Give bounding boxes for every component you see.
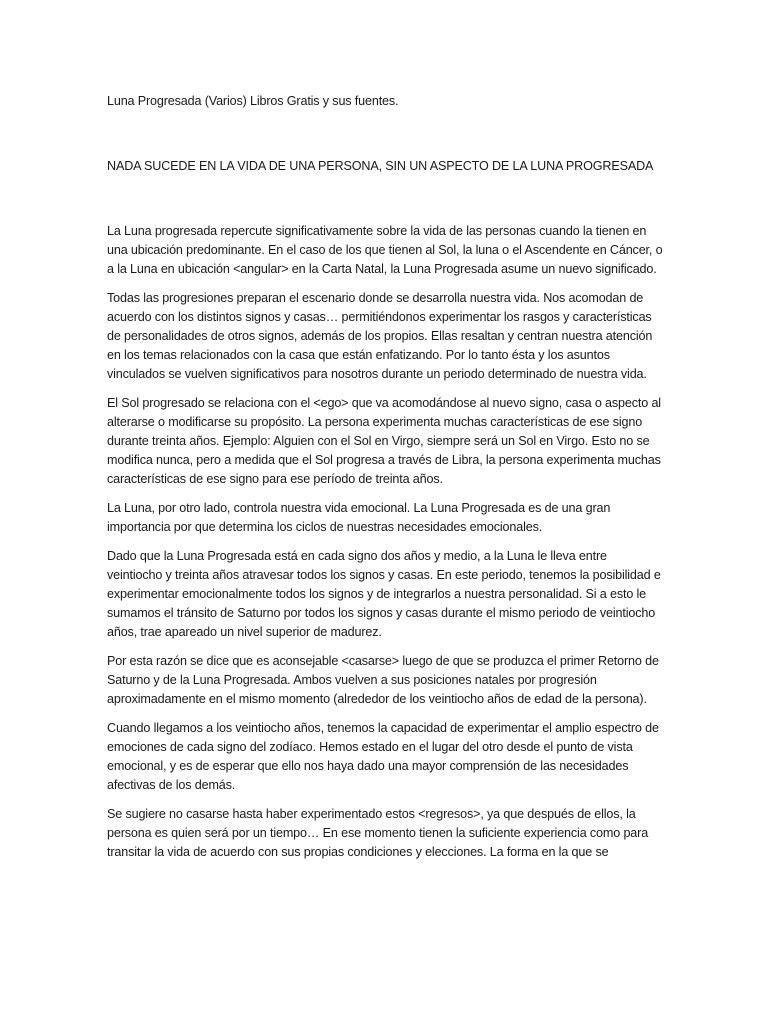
document-title: Luna Progresada (Varios) Libros Gratis y sus fuentes. (107, 94, 399, 108)
paragraph-5: Dado que la Luna Progresada está en cada signo dos años y medio, a la Luna le lleva entre veintiocho y treinta años atravesar todos los signos y casas. En este periodo, tenemos la posibilidad e experimentar emocionalmente todos los signos y de integrarlos a nuestra personalidad. Si a esto le sumamos el tránsito de Saturno por todos los signos y casas durante el mismo periodo de veintiocho años, trae apareado un nivel superior de madurez. (107, 549, 661, 639)
paragraph-2: Todas las progresiones preparan el escenario donde se desarrolla nuestra vida. Nos acomodan de acuerdo con los distintos signos y casas… permitiéndonos experimentar los rasgos y características de personalidades de otros signos, además de los propios. Ellas resaltan y centran nuestra atención en los temas relacionados con la casa que están enfatizando. Por lo tanto ésta y los asuntos vinculados se vuelven significativos para nosotros durante un periodo determinado de nuestra vida. (107, 291, 653, 381)
document-body (107, 92, 663, 862)
paragraph-1: La Luna progresada repercute significativamente sobre la vida de las personas cuando la tienen en una ubicación predominante. En el caso de los que tienen al Sol, la luna o el Ascendente en Cáncer, o a la Luna en ubicación <angular> en la Carta Natal, la Luna Progresada asume un nuevo significado. (107, 224, 663, 276)
paragraph-3: El Sol progresado se relaciona con el <ego> que va acomodándose al nuevo signo, casa o aspecto al alterarse o modificarse su propósito. La persona experimenta muchas características de ese signo durante treinta años. Ejemplo: Alguien con el Sol en Virgo, siempre será un Sol en Virgo. Esto no se modifica nunca, pero a medida que el Sol progresa a través de Libra, la persona experimenta muchas características de ese signo para ese período de treinta años. (107, 396, 661, 486)
paragraph-7: Cuando llegamos a los veintiocho años, tenemos la capacidad de experimentar el amplio espectro de emociones de cada signo del zodíaco. Hemos estado en el lugar del otro desde el punto de vista emocional, y es de esperar que ello nos haya dado una mayor comprensión de las necesidades afectivas de los demás. (107, 721, 659, 792)
paragraph-4: La Luna, por otro lado, controla nuestra vida emocional. La Luna Progresada es de una gran importancia por que determina los ciclos de nuestras necesidades emocionales. (107, 501, 611, 534)
paragraph-8: Se sugiere no casarse hasta haber experimentado estos <regresos>, ya que después de ellos, la persona es quien será por un tiempo… En ese momento tienen la suficiente experiencia como para transitar la vida de acuerdo con sus propias condiciones y elecciones. La forma en la que se (107, 807, 649, 859)
document-heading: NADA SUCEDE EN LA VIDA DE UNA PERSONA, SIN UN ASPECTO DE LA LUNA PROGRESADA (107, 159, 654, 173)
paragraph-6: Por esta razón se dice que es aconsejable <casarse> luego de que se produzca el primer Retorno de Saturno y de la Luna Progresada. Ambos vuelven a sus posiciones natales por progresión aproximadamente en el mismo momento (alrededor de los veintiocho años de edad de la persona). (107, 654, 659, 706)
